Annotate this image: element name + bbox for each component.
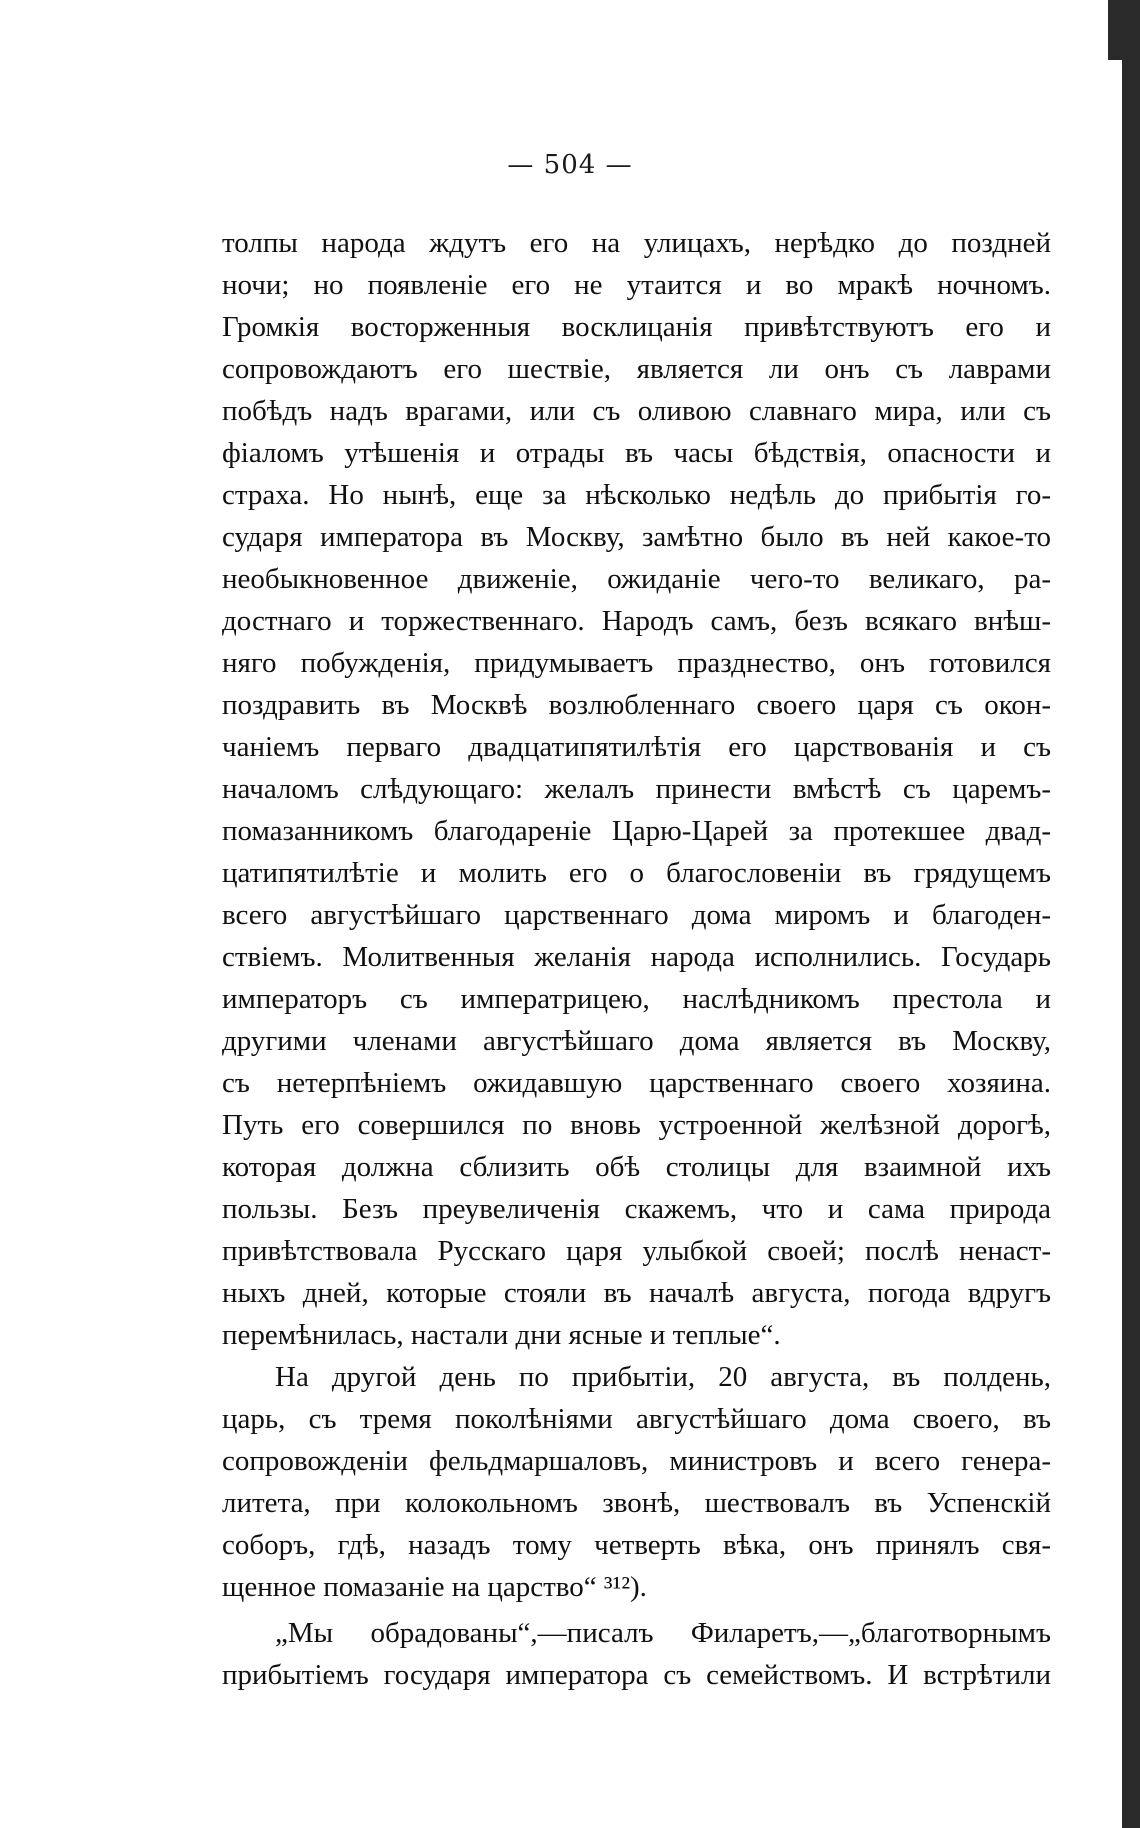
text-line: побѣдъ надъ врагами, или съ оливою славнаго мира, или съ bbox=[222, 395, 1051, 427]
text-line: ствіемъ. Молитвенныя желанія народа исполнились. Государь bbox=[222, 941, 1051, 973]
text-line: страха. Но нынѣ, еще за нѣсколько недѣль до прибытія го- bbox=[222, 479, 1051, 511]
text-line: сопровожденіи фельдмаршаловъ, министровъ и всего генера- bbox=[222, 1445, 1051, 1477]
text-line-paragraph-start: На другой день по прибытіи, 20 августа, въ полдень, bbox=[275, 1361, 1051, 1393]
text-line: съ нетерпѣніемъ ожидавшую царственнаго своего хозяина. bbox=[222, 1067, 1051, 1099]
text-line: няго побужденія, придумываетъ празднество, онъ готовился bbox=[222, 647, 1051, 679]
text-line: прибытіемъ государя императора съ семействомъ. И встрѣтили bbox=[222, 1659, 1051, 1691]
text-line: другими членами августѣйшаго дома является въ Москву, bbox=[222, 1025, 1051, 1057]
text-line: поздравить въ Москвѣ возлюбленнаго своего царя съ окон- bbox=[222, 689, 1051, 721]
text-line-paragraph-start: „Мы обрадованы“,—писалъ Филаретъ,—„благотворнымъ bbox=[275, 1617, 1051, 1649]
text-line: литета, при колокольномъ звонѣ, шествовалъ въ Успенскій bbox=[222, 1487, 1051, 1519]
text-line: царь, съ тремя поколѣніями августѣйшаго дома своего, въ bbox=[222, 1403, 1051, 1435]
text-line: помазанникомъ благодареніе Царю-Царей за протекшее двад- bbox=[222, 815, 1051, 847]
text-line: сопровождаютъ его шествіе, является ли онъ съ лаврами bbox=[222, 353, 1051, 385]
text-line: фіаломъ утѣшенія и отрады въ часы бѣдствія, опасности и bbox=[222, 437, 1051, 469]
text-line: толпы народа ждутъ его на улицахъ, нерѣдко до поздней bbox=[222, 227, 1051, 259]
text-line: Путь его совершился по вновь устроенной желѣзной дорогѣ, bbox=[222, 1109, 1051, 1141]
scan-edge-shadow bbox=[1108, 0, 1122, 60]
text-line: чаніемъ перваго двадцатипятилѣтія его царствованія и съ bbox=[222, 731, 1051, 763]
text-line: Громкія восторженныя восклицанія привѣтствуютъ его и bbox=[222, 311, 1051, 343]
text-line: началомъ слѣдующаго: желалъ принести вмѣстѣ съ царемъ- bbox=[222, 773, 1051, 805]
text-line-paragraph-end: щенное помазаніе на царство“ ³¹²). bbox=[222, 1571, 647, 1603]
text-line-paragraph-end: перемѣнилась, настали дни ясные и теплые“. bbox=[222, 1319, 781, 1351]
text-line: императоръ съ императрицею, наслѣдникомъ престола и bbox=[222, 983, 1051, 1015]
scan-edge-strip bbox=[1122, 0, 1140, 1828]
text-line: привѣтствовала Русскаго царя улыбкой своей; послѣ ненаст- bbox=[222, 1235, 1051, 1267]
text-line: которая должна сблизить обѣ столицы для взаимной ихъ bbox=[222, 1151, 1051, 1183]
text-line: ныхъ дней, которые стояли въ началѣ августа, погода вдругъ bbox=[222, 1277, 1051, 1309]
text-line: пользы. Безъ преувеличенія скажемъ, что и сама природа bbox=[222, 1193, 1051, 1225]
text-line: всего августѣйшаго царственнаго дома миромъ и благоден- bbox=[222, 899, 1051, 931]
text-line: соборъ, гдѣ, назадъ тому четверть вѣка, онъ принялъ свя- bbox=[222, 1529, 1051, 1561]
text-line: цатипятилѣтіе и молить его о благословеніи въ грядущемъ bbox=[222, 857, 1051, 889]
text-line: ночи; но появленіе его не утаится и во мракѣ ночномъ. bbox=[222, 269, 1051, 301]
text-line: необыкновенное движеніе, ожиданіе чего-то великаго, ра- bbox=[222, 563, 1051, 595]
text-line: достнаго и торжественнаго. Народъ самъ, безъ всякаго внѣш- bbox=[222, 605, 1051, 637]
text-line: сударя императора въ Москву, замѣтно было въ ней какое-то bbox=[222, 521, 1051, 553]
page-number: — 504 — bbox=[507, 150, 633, 180]
